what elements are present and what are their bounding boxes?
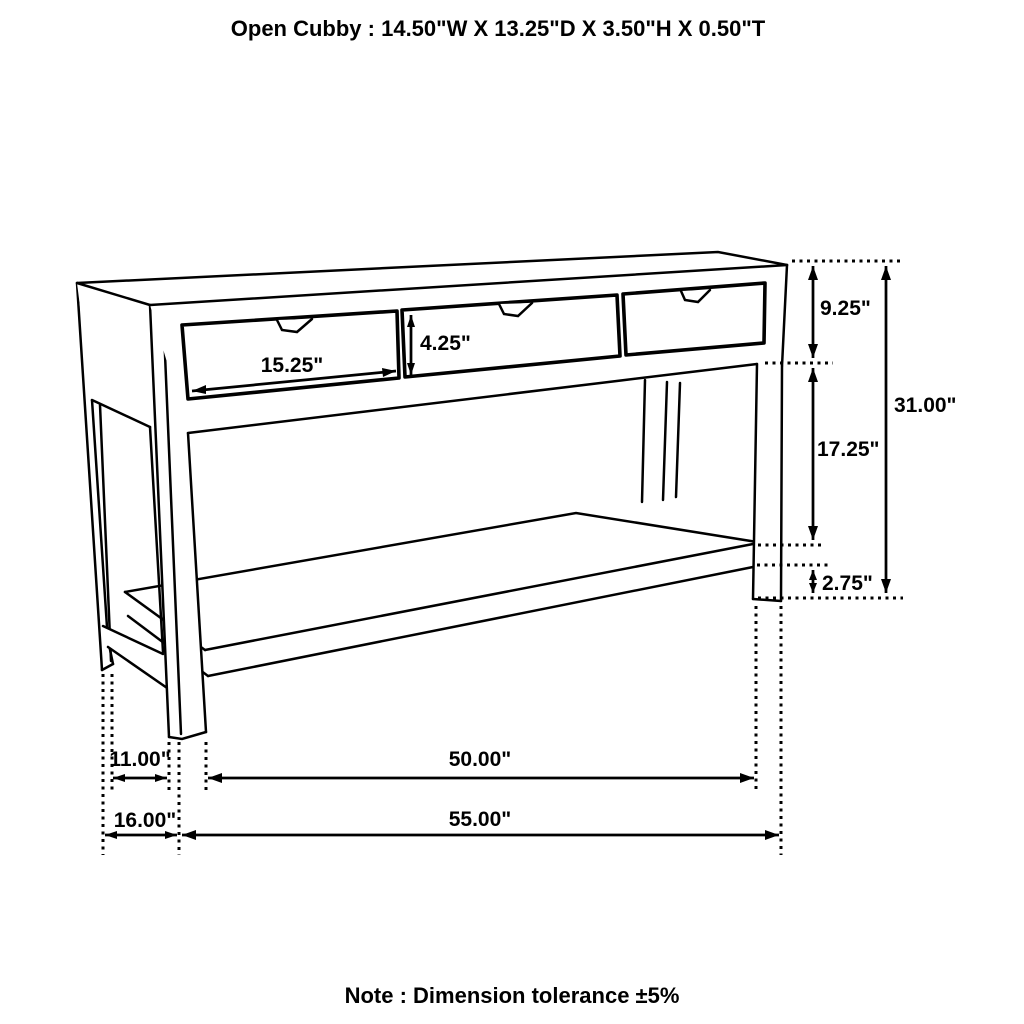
drawer-right <box>623 283 765 355</box>
dim-label-overall-depth: 16.00" <box>113 809 177 832</box>
lower-shelf <box>125 513 757 676</box>
dim-label-drawer-height: 4.25" <box>420 332 471 355</box>
dim-label-shelf-to-floor: 2.75" <box>822 572 873 595</box>
dim-label-drawer-width: 15.25" <box>260 354 324 377</box>
dim-label-overall-width: 55.00" <box>448 808 512 831</box>
dim-label-overall-height: 31.00" <box>894 394 957 417</box>
dim-label-leg-depth: 11.00" <box>109 748 171 771</box>
dim-label-top-section: 9.25" <box>820 297 871 320</box>
dim-label-leg-span: 50.00" <box>448 748 512 771</box>
dim-label-open-space: 17.25" <box>817 438 880 461</box>
back-right-leg <box>642 380 680 502</box>
diagram-title: Open Cubby : 14.50"W X 13.25"D X 3.50"H X 0.50"T <box>230 16 766 41</box>
tolerance-note: Note : Dimension tolerance ±5% <box>344 983 680 1008</box>
